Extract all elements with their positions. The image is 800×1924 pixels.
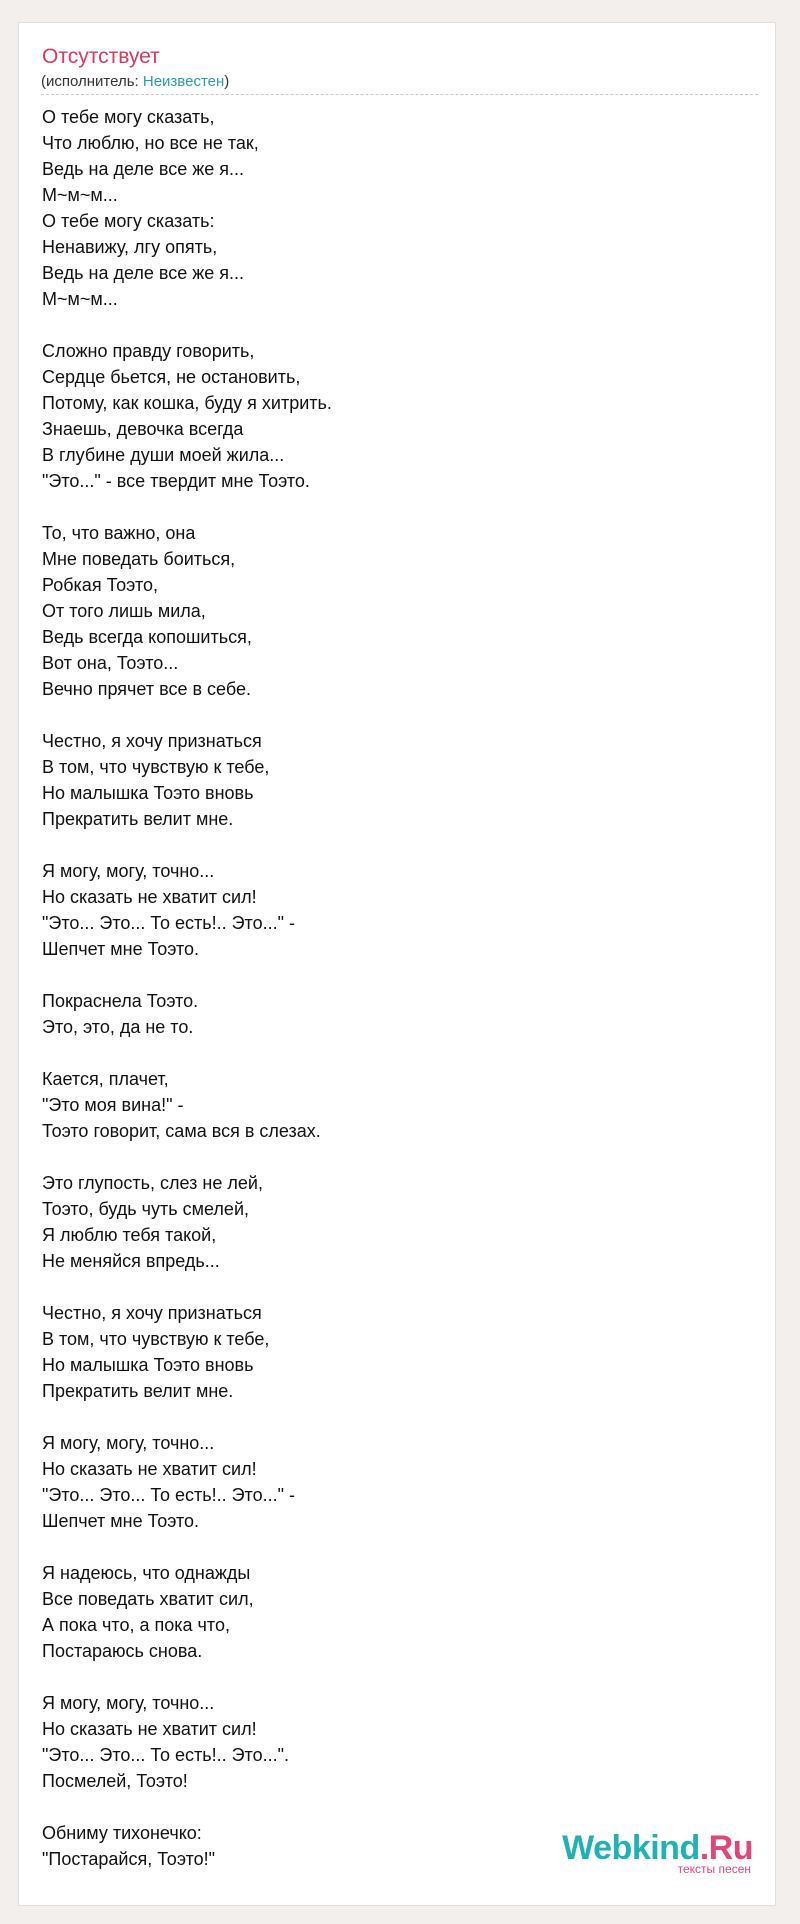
stanza <box>42 1170 742 1274</box>
lyric-line: О тебе могу сказать, <box>42 107 215 127</box>
lyric-line: Сердце бьется, не остановить, <box>42 367 301 387</box>
lyric-line: Не меняйся впредь... <box>42 1251 220 1271</box>
stanza <box>42 520 742 702</box>
lyric-line: "Это... Это... То есть!.. Это...". <box>42 1745 289 1765</box>
lyric-line: Ведь на деле все же я... <box>42 159 245 179</box>
lyric-line: Это глупость, слез не лей, <box>42 1173 263 1193</box>
lyric-line: Покраснела Тоэто. <box>42 991 199 1011</box>
lyric-line: Шепчет мне Тоэто. <box>42 1511 200 1531</box>
lyric-line: Знаешь, девочка всегда <box>42 419 244 439</box>
artist-link[interactable]: Неизвестен <box>142 73 225 90</box>
lyric-line: М~м~м... <box>42 289 118 309</box>
logo-tagline: тексты песен <box>677 1862 751 1876</box>
lyric-line: Тоэто, будь чуть смелей, <box>42 1199 249 1219</box>
stanza <box>42 1066 742 1144</box>
stanza <box>42 104 742 312</box>
lyric-line: Прекратить велит мне. <box>42 1381 234 1401</box>
webkind-logo[interactable] <box>562 1831 753 1875</box>
lyric-line: Постараюсь снова. <box>42 1641 203 1661</box>
lyric-line: Я надеюсь, что однажды <box>42 1563 251 1583</box>
lyric-line: Посмелей, Тоэто! <box>42 1771 188 1791</box>
lyric-line: Я люблю тебя такой, <box>42 1225 217 1245</box>
stanza <box>42 1690 742 1794</box>
lyrics-card <box>18 22 776 1906</box>
lyric-line: Робкая Тоэто, <box>42 575 159 595</box>
lyric-line: Но малышка Тоэто вновь <box>42 1355 254 1375</box>
lyric-line: В глубине души моей жила... <box>42 445 285 465</box>
lyric-line: Честно, я хочу признаться <box>42 731 262 751</box>
stanza <box>42 728 742 832</box>
lyric-line: Но сказать не хватит сил! <box>42 887 257 907</box>
lyric-line: Прекратить велит мне. <box>42 809 234 829</box>
lyric-line: Тоэто говорит, сама вся в слезах. <box>42 1121 321 1141</box>
lyric-line: Ведь всегда копошиться, <box>42 627 252 647</box>
lyric-line: Но малышка Тоэто вновь <box>42 783 254 803</box>
lyric-line: Сложно правду говорить, <box>42 341 255 361</box>
lyrics-body <box>42 104 742 1898</box>
stanza <box>42 1300 742 1404</box>
lyric-line: "Это моя вина!" - <box>42 1095 184 1115</box>
lyric-line: Ведь на деле все же я... <box>42 263 245 283</box>
lyric-line: Шепчет мне Тоэто. <box>42 939 200 959</box>
lyric-line: Мне поведать боиться, <box>42 549 236 569</box>
lyric-line: Я могу, могу, точно... <box>42 1693 215 1713</box>
lyric-line: "Постарайся, Тоэто!" <box>42 1849 216 1869</box>
logo-tld: .Ru <box>699 1829 753 1867</box>
lyric-line: От того лишь мила, <box>42 601 206 621</box>
artist-prefix: (исполнитель: <box>41 73 143 90</box>
lyric-line: Я могу, могу, точно... <box>42 861 215 881</box>
song-title: Отсутствует <box>42 45 160 68</box>
lyric-line: "Это... Это... То есть!.. Это..." - <box>42 1485 295 1505</box>
artist-line <box>41 72 229 92</box>
lyric-line: А пока что, а пока что, <box>42 1615 230 1635</box>
lyric-line: В том, что чувствую к тебе, <box>42 1329 270 1349</box>
artist-suffix: ) <box>224 73 230 90</box>
lyric-line: Вот она, Тоэто... <box>42 653 179 673</box>
dashed-divider <box>41 94 758 95</box>
lyric-line: Вечно прячет все в себе. <box>42 679 251 699</box>
lyric-line: Что люблю, но все не так, <box>42 133 259 153</box>
stanza <box>42 858 742 962</box>
stanza <box>42 1430 742 1534</box>
lyric-line: Я могу, могу, точно... <box>42 1433 215 1453</box>
lyric-line: "Это..." - все твердит мне Тоэто. <box>42 471 310 491</box>
lyric-line: "Это... Это... То есть!.. Это..." - <box>42 913 295 933</box>
lyric-line: Потому, как кошка, буду я хитрить. <box>42 393 332 413</box>
lyric-line: М~м~м... <box>42 185 118 205</box>
stanza <box>42 338 742 494</box>
lyric-line: Все поведать хватит сил, <box>42 1589 254 1609</box>
lyric-line: Это, это, да не то. <box>42 1017 194 1037</box>
lyric-line: Ненавижу, лгу опять, <box>42 237 218 257</box>
lyric-line: О тебе могу сказать: <box>42 211 215 231</box>
stanza <box>42 1560 742 1664</box>
stanza <box>42 988 742 1040</box>
lyric-line: Но сказать не хватит сил! <box>42 1719 257 1739</box>
logo-name: Webkind <box>562 1829 700 1867</box>
lyric-line: Кается, плачет, <box>42 1069 169 1089</box>
lyric-line: Честно, я хочу признаться <box>42 1303 262 1323</box>
lyric-line: Обниму тихонечко: <box>42 1823 202 1843</box>
lyric-line: В том, что чувствую к тебе, <box>42 757 270 777</box>
lyric-line: Но сказать не хватит сил! <box>42 1459 257 1479</box>
lyric-line: То, что важно, она <box>42 523 196 543</box>
